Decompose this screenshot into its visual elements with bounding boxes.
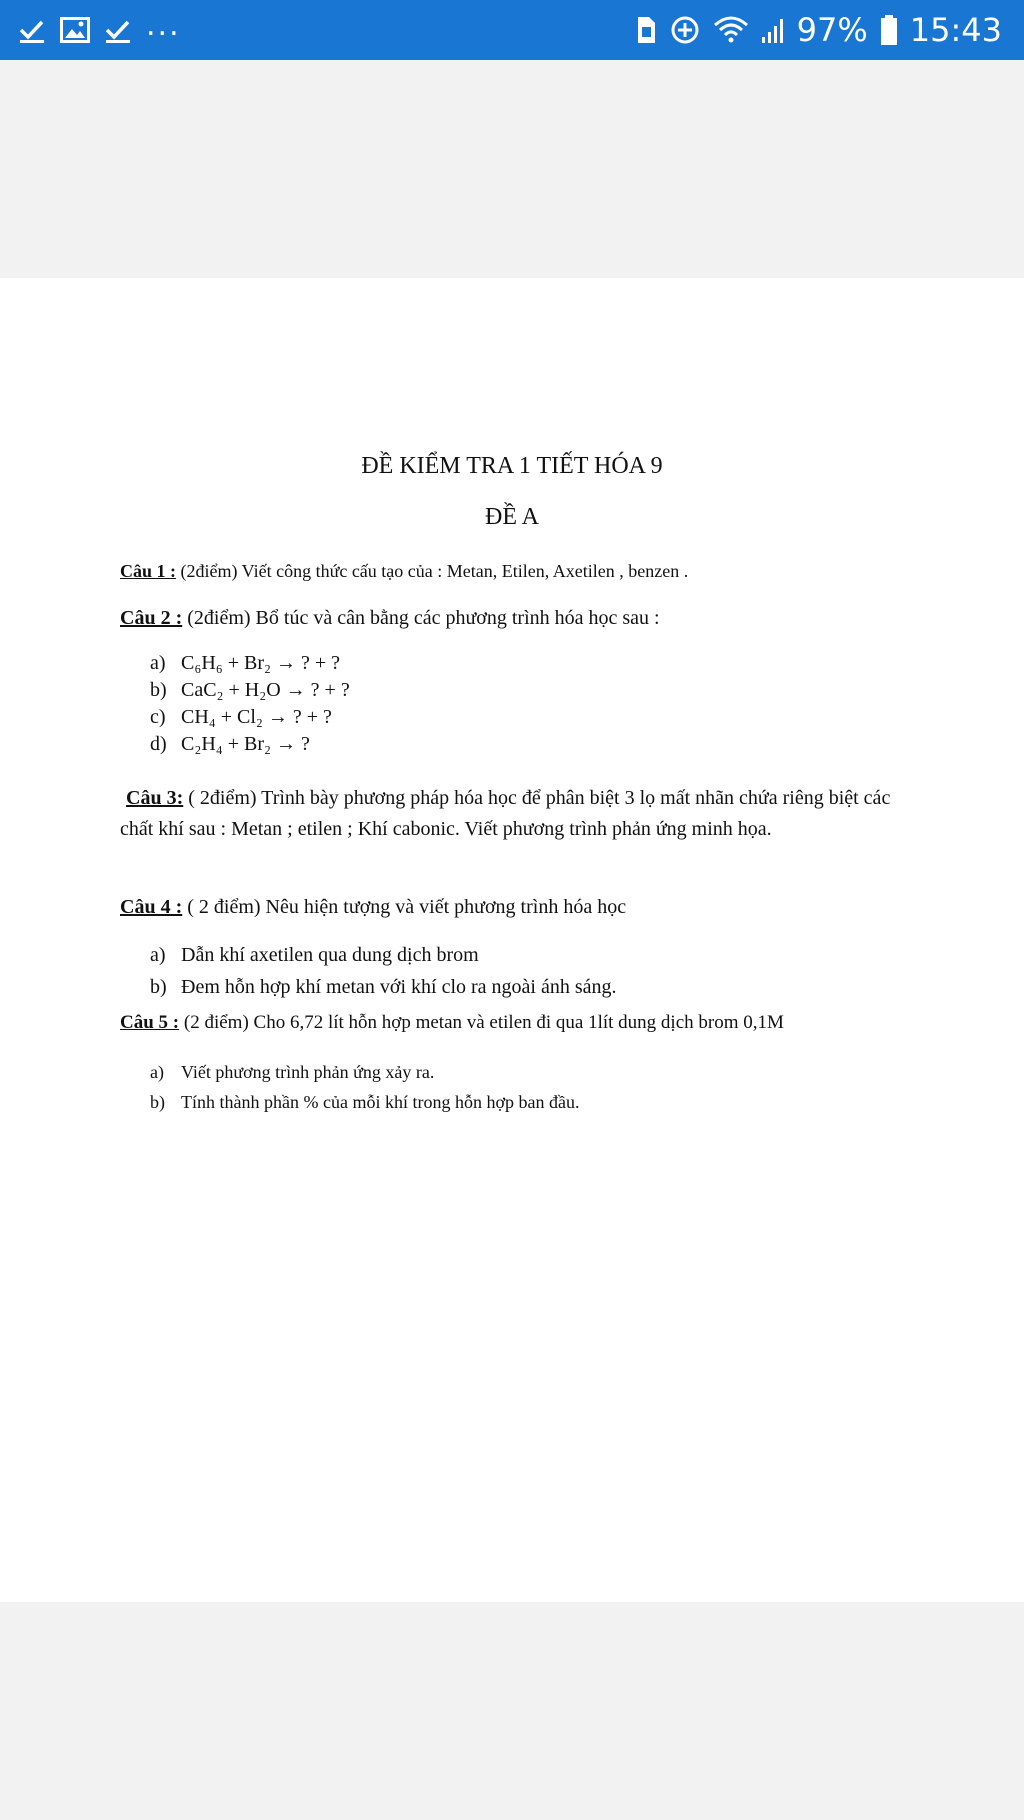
question-2-text: (2điểm) Bổ túc và cân bằng các phương trình hóa học sau : [182,607,660,629]
question-5-text: (2 điểm) Cho 6,72 lít hỗn hợp metan và etilen đi qua 1lít dung dịch brom 0,1M [179,1012,784,1033]
list-marker: a) [150,1062,164,1082]
question-3-text: ( 2điểm) Trình bày phương pháp hóa học để phân biệt 3 lọ mất nhãn chứa riêng biệt các chất khí sau : Metan ; etilen ; Khí cabonic. Viết phương trình phản ứng minh họa. [120,787,891,840]
question-4 [120,892,626,922]
question-1-label: Câu 1 : [120,561,177,581]
list-marker: a) [150,652,166,674]
question-5-label: Câu 5 : [120,1012,180,1033]
check-download-icon [104,16,132,44]
image-icon [60,16,90,44]
question-1-text: (2điểm) Viết công thức cấu tạo của : Metan, Etilen, Axetilen , benzen . [176,561,689,581]
list-marker: b) [150,976,167,998]
equation: CaC₂ + H₂O → ? + ? [181,679,350,701]
check-download-icon [18,16,46,44]
list-item [150,1057,579,1087]
question-4-list [150,939,617,1003]
list-text: Tính thành phần % của mỗi khí trong hỗn hợp ban đầu. [181,1092,580,1112]
equation: C₂H₄ + Br₂ → ? [181,733,310,755]
notification-icons [18,8,181,48]
list-marker: d) [150,733,167,755]
list-marker: b) [150,1092,165,1112]
list-marker: b) [150,679,167,701]
document-page[interactable] [0,278,1024,1602]
list-marker: a) [150,944,166,966]
question-4-text: ( 2 điểm) Nêu hiện tượng và viết phương trình hóa học [182,896,627,918]
document-title: ĐỀ KIỂM TRA 1 TIẾT HÓA 9 [361,453,663,479]
clock: 15:43 [909,11,1002,49]
question-1 [120,556,688,586]
signal-icon [761,15,785,45]
viewer-background-top [0,60,1024,278]
list-item [150,1087,579,1117]
more-notifications: ... [146,8,181,43]
battery-icon [880,14,898,46]
question-2-list [150,650,350,758]
list-marker: c) [150,706,166,728]
question-5-list [150,1057,579,1117]
list-text: Đem hỗn hợp khí metan với khí clo ra ngoài ánh sáng. [181,976,617,998]
list-item [150,939,617,971]
sim-icon [635,15,657,45]
question-4-label: Câu 4 : [120,896,183,918]
viewer-background-bottom [0,1602,1024,1820]
list-text: Viết phương trình phản ứng xảy ra. [181,1062,435,1082]
battery-percent: 97% [796,11,868,49]
question-3 [120,783,910,845]
equation: C₆H₆ + Br₂ → ? + ? [181,652,341,674]
system-icons [635,8,1002,52]
list-item [150,650,350,677]
list-item [150,677,350,704]
list-item [150,731,350,758]
wifi-icon [713,15,749,45]
question-5 [120,1008,784,1038]
equation: CH₄ + Cl₂ → ? + ? [181,706,332,728]
question-2-label: Câu 2 : [120,607,183,629]
data-saver-icon [669,14,701,46]
status-bar [0,0,1024,60]
list-item [150,704,350,731]
question-2 [120,603,660,633]
question-3-label: Câu 3: [126,787,184,809]
list-item [150,971,617,1003]
document-subtitle: ĐỀ A [485,504,539,530]
list-text: Dẫn khí axetilen qua dung dịch brom [181,944,479,966]
